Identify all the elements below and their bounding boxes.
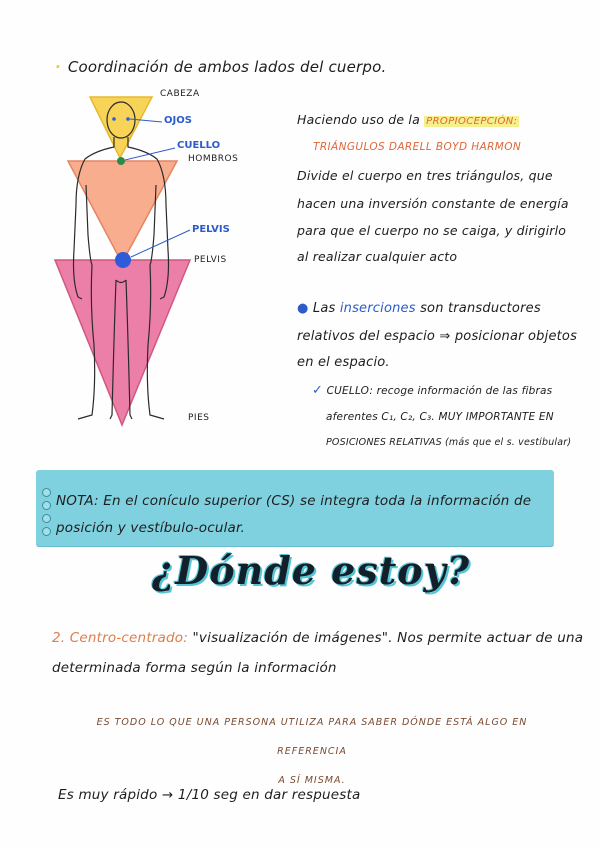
p2-inserciones: inserciones — [339, 301, 416, 316]
eye-dot-right — [126, 117, 130, 121]
definition-quote — [82, 708, 542, 795]
section-2 — [52, 623, 592, 683]
note-text: NOTA: En el conículo superior (CS) se integra toda la información de posición y vestíbulo-ocular. — [56, 493, 532, 536]
section-2-text: "visualización de imágenes". Nos permite actuar de una determinada forma según la información — [52, 630, 584, 676]
neck-dot — [117, 157, 125, 165]
ring-icon — [42, 527, 51, 536]
ring-icon — [42, 514, 51, 523]
label-pelvis: PELVIS — [194, 255, 227, 265]
check-icon: ✓ — [312, 383, 324, 398]
spiral-rings — [42, 488, 51, 540]
cuello-line1-text: CUELLO: recoge información de las fibras — [326, 385, 553, 397]
label-hombros: HOMBROS — [188, 154, 239, 164]
label-pelvis-blue: PELVIS — [192, 224, 230, 235]
speed-note: Es muy rápido → 1/10 seg en dar respuesta — [58, 787, 361, 803]
body-triangles-diagram — [40, 85, 290, 430]
p1-line1: Divide el cuerpo en tres triángulos, que — [297, 168, 553, 183]
cuello-connector — [125, 148, 175, 160]
header-line — [55, 58, 386, 76]
torso-triangle — [68, 161, 177, 263]
p1-line3: para que el cuerpo no se caiga, y dirigirlo — [297, 223, 567, 238]
section-2-number: 2. Centro-centrado: — [52, 630, 189, 646]
ring-icon — [42, 501, 51, 510]
bullet-dot: · — [55, 58, 61, 76]
p2-post: son transductores — [420, 301, 541, 316]
label-cabeza: CABEZA — [160, 89, 200, 99]
propiocepcion-intro: Haciendo uso de la — [297, 112, 420, 127]
head-triangle — [90, 97, 152, 158]
pelvis-connector — [131, 230, 190, 257]
p2-line3: en el espacio. — [297, 355, 390, 370]
cuello-line3: POSICIONES RELATIVAS (más que el s. vestibular) — [326, 437, 572, 448]
label-cuello: CUELLO — [177, 140, 221, 151]
p2-line1: ● Las inserciones son transductores — [297, 301, 541, 316]
ring-icon — [42, 488, 51, 497]
eye-dot-left — [112, 117, 116, 121]
p2-line2: relativos del espacio ⇒ posicionar objetos — [297, 329, 578, 344]
cuello-line2: aferentes C₁, C₂, C₃. MUY IMPORTANTE EN — [326, 411, 554, 423]
quote-line2: A SÍ MISMA. — [278, 775, 346, 786]
propiocepcion-line — [297, 114, 519, 127]
label-pies: PIES — [188, 413, 210, 423]
p2-pre: Las — [312, 301, 336, 316]
cuello-line1 — [312, 383, 552, 398]
page-title: ¿Dónde estoy? — [152, 548, 470, 593]
quote-line1: ES TODO LO QUE UNA PERSONA UTILIZA PARA SABER DÓNDE ESTÁ ALGO EN REFERENCIA — [96, 717, 528, 757]
p1-line4: al realizar cualquier acto — [297, 249, 458, 264]
pelvis-dot — [115, 252, 131, 268]
triangles-title: TRIÁNGULOS DARELL BOYD HARMON — [313, 141, 522, 153]
p1-line2: hacen una inversión constante de energía — [297, 196, 569, 211]
body-figure — [40, 85, 290, 430]
note-card — [36, 470, 554, 546]
propiocepcion-highlight: PROPIOCEPCIÓN: — [426, 116, 518, 127]
header-text: Coordinación de ambos lados del cuerpo. — [67, 58, 387, 76]
label-ojos: OJOS — [164, 115, 192, 126]
